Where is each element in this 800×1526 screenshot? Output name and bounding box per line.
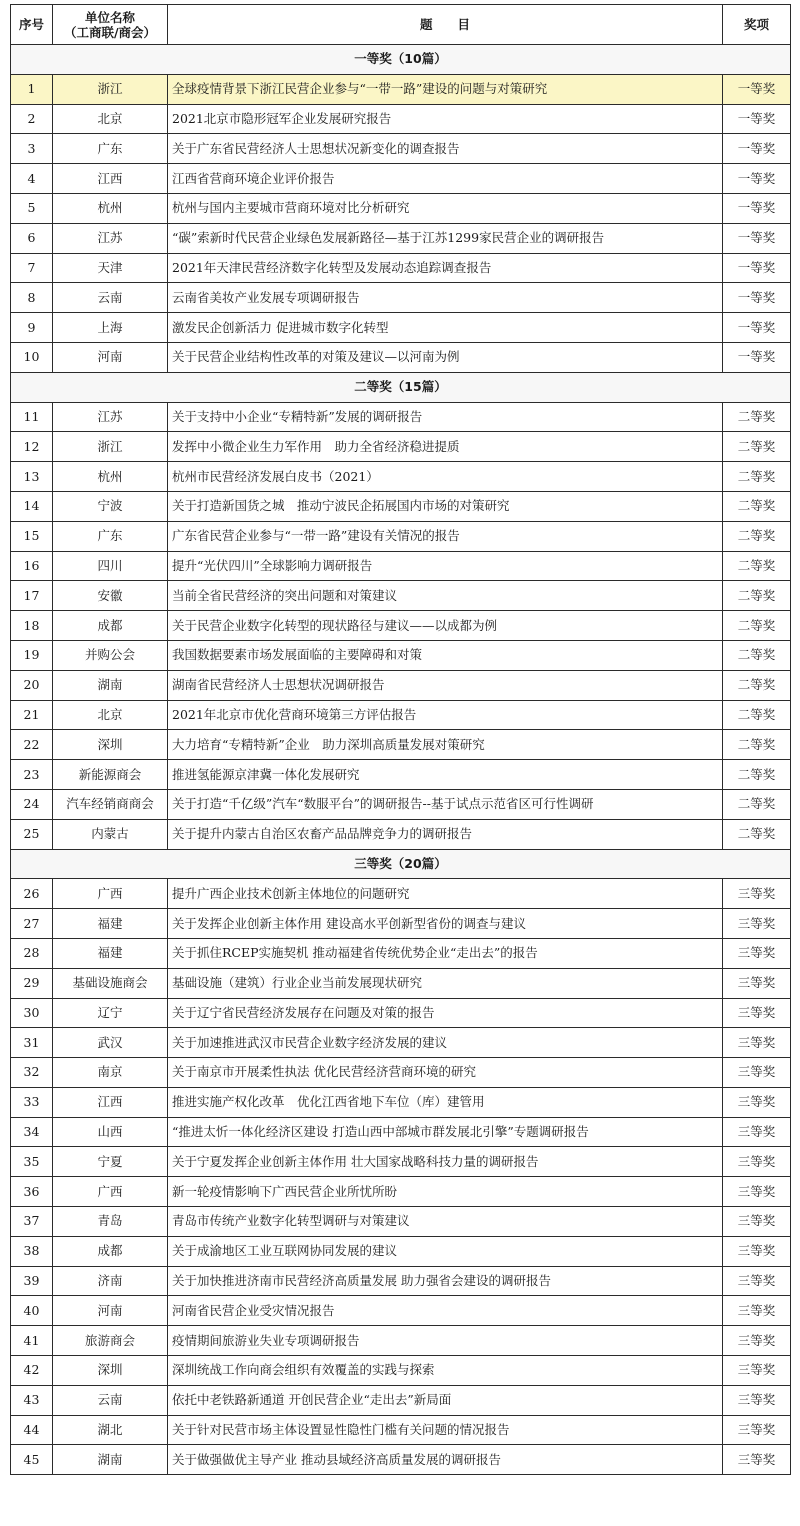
cell-award: 一等奖 [723, 313, 791, 343]
award-list-table [10, 4, 791, 1475]
table-row [11, 760, 791, 790]
cell-index: 5 [11, 193, 53, 223]
cell-award: 三等奖 [723, 1266, 791, 1296]
table-row [11, 1266, 791, 1296]
cell-award: 三等奖 [723, 1445, 791, 1475]
cell-award: 三等奖 [723, 879, 791, 909]
cell-unit: 旅游商会 [53, 1326, 168, 1356]
cell-index: 39 [11, 1266, 53, 1296]
cell-unit: 宁波 [53, 491, 168, 521]
section-row [11, 849, 791, 879]
cell-unit: 安徽 [53, 581, 168, 611]
section-label: 二等奖（15篇） [11, 372, 791, 402]
table-row [11, 968, 791, 998]
cell-title: 深圳统战工作向商会组织有效覆盖的实践与探索 [168, 1356, 723, 1386]
cell-unit: 广西 [53, 1177, 168, 1207]
cell-unit: 河南 [53, 1296, 168, 1326]
cell-index: 22 [11, 730, 53, 760]
cell-index: 15 [11, 521, 53, 551]
cell-index: 1 [11, 74, 53, 104]
cell-unit: 云南 [53, 283, 168, 313]
cell-award: 三等奖 [723, 1177, 791, 1207]
table-row [11, 402, 791, 432]
cell-index: 44 [11, 1415, 53, 1445]
cell-title: 关于支持中小企业“专精特新”发展的调研报告 [168, 402, 723, 432]
cell-award: 一等奖 [723, 164, 791, 194]
table-row [11, 730, 791, 760]
section-row [11, 45, 791, 75]
table-row [11, 670, 791, 700]
cell-award: 二等奖 [723, 551, 791, 581]
cell-unit: 基础设施商会 [53, 968, 168, 998]
table-row [11, 1117, 791, 1147]
table-row [11, 134, 791, 164]
cell-title: 发挥中小微企业生力军作用 助力全省经济稳进提质 [168, 432, 723, 462]
cell-title: 关于南京市开展柔性执法 优化民营经济营商环境的研究 [168, 1058, 723, 1088]
cell-index: 37 [11, 1207, 53, 1237]
section-label: 三等奖（20篇） [11, 849, 791, 879]
cell-title: 激发民企创新活力 促进城市数字化转型 [168, 313, 723, 343]
cell-title: 关于民营企业数字化转型的现状路径与建议——以成都为例 [168, 611, 723, 641]
cell-title: 2021年北京市优化营商环境第三方评估报告 [168, 700, 723, 730]
cell-unit: 内蒙古 [53, 819, 168, 849]
header-row [11, 5, 791, 45]
cell-index: 14 [11, 491, 53, 521]
header-unit [53, 5, 168, 45]
table-row [11, 164, 791, 194]
cell-title: 杭州市民营经济发展白皮书（2021） [168, 462, 723, 492]
cell-unit: 天津 [53, 253, 168, 283]
cell-award: 三等奖 [723, 998, 791, 1028]
cell-index: 23 [11, 760, 53, 790]
cell-index: 3 [11, 134, 53, 164]
cell-index: 24 [11, 789, 53, 819]
cell-unit: 福建 [53, 938, 168, 968]
cell-unit: 山西 [53, 1117, 168, 1147]
cell-award: 三等奖 [723, 938, 791, 968]
cell-title: 关于加速推进武汉市民营企业数字经济发展的建议 [168, 1028, 723, 1058]
table-row [11, 819, 791, 849]
cell-index: 16 [11, 551, 53, 581]
cell-award: 一等奖 [723, 74, 791, 104]
cell-award: 一等奖 [723, 283, 791, 313]
cell-index: 31 [11, 1028, 53, 1058]
table-row [11, 998, 791, 1028]
cell-title: 关于打造新国货之城 推动宁波民企拓展国内市场的对策研究 [168, 491, 723, 521]
cell-index: 6 [11, 223, 53, 253]
cell-unit: 青岛 [53, 1207, 168, 1237]
cell-award: 一等奖 [723, 223, 791, 253]
cell-award: 三等奖 [723, 968, 791, 998]
cell-unit: 汽车经销商商会 [53, 789, 168, 819]
table-row [11, 1415, 791, 1445]
cell-title: 关于成渝地区工业互联网协同发展的建议 [168, 1236, 723, 1266]
cell-index: 30 [11, 998, 53, 1028]
cell-award: 一等奖 [723, 134, 791, 164]
cell-title: 云南省美妆产业发展专项调研报告 [168, 283, 723, 313]
header-award: 奖项 [723, 5, 791, 45]
cell-title: “碳”索新时代民营企业绿色发展新路径—基于江苏1299家民营企业的调研报告 [168, 223, 723, 253]
table-row [11, 223, 791, 253]
cell-title: 河南省民营企业受灾情况报告 [168, 1296, 723, 1326]
cell-unit: 成都 [53, 611, 168, 641]
cell-unit: 湖南 [53, 670, 168, 700]
cell-award: 二等奖 [723, 581, 791, 611]
cell-award: 三等奖 [723, 1117, 791, 1147]
cell-title: 青岛市传统产业数字化转型调研与对策建议 [168, 1207, 723, 1237]
cell-unit: 北京 [53, 700, 168, 730]
cell-title: 关于发挥企业创新主体作用 建设高水平创新型省份的调查与建议 [168, 909, 723, 939]
cell-index: 10 [11, 342, 53, 372]
cell-unit: 江西 [53, 164, 168, 194]
cell-index: 27 [11, 909, 53, 939]
cell-unit: 江苏 [53, 223, 168, 253]
cell-award: 一等奖 [723, 104, 791, 134]
cell-unit: 深圳 [53, 730, 168, 760]
cell-award: 二等奖 [723, 760, 791, 790]
cell-title: 关于做强做优主导产业 推动县域经济高质量发展的调研报告 [168, 1445, 723, 1475]
table-row [11, 1147, 791, 1177]
cell-title: 当前全省民营经济的突出问题和对策建议 [168, 581, 723, 611]
cell-index: 12 [11, 432, 53, 462]
table-row [11, 432, 791, 462]
table-row [11, 879, 791, 909]
cell-award: 三等奖 [723, 1356, 791, 1386]
header-title: 题 目 [168, 5, 723, 45]
table-row [11, 491, 791, 521]
cell-award: 二等奖 [723, 670, 791, 700]
table-row [11, 283, 791, 313]
cell-unit: 深圳 [53, 1356, 168, 1386]
cell-unit: 杭州 [53, 462, 168, 492]
cell-unit: 广西 [53, 879, 168, 909]
cell-unit: 四川 [53, 551, 168, 581]
cell-award: 三等奖 [723, 1087, 791, 1117]
cell-award: 二等奖 [723, 819, 791, 849]
cell-index: 33 [11, 1087, 53, 1117]
cell-award: 三等奖 [723, 1058, 791, 1088]
cell-award: 二等奖 [723, 789, 791, 819]
cell-title: 关于提升内蒙古自治区农畜产品品牌竞争力的调研报告 [168, 819, 723, 849]
cell-title: 湖南省民营经济人士思想状况调研报告 [168, 670, 723, 700]
cell-index: 35 [11, 1147, 53, 1177]
cell-index: 41 [11, 1326, 53, 1356]
cell-index: 21 [11, 700, 53, 730]
cell-award: 二等奖 [723, 462, 791, 492]
cell-title: 基础设施（建筑）行业企业当前发展现状研究 [168, 968, 723, 998]
section-label: 一等奖（10篇） [11, 45, 791, 75]
cell-index: 40 [11, 1296, 53, 1326]
cell-title: 提升“光伏四川”全球影响力调研报告 [168, 551, 723, 581]
table-row [11, 74, 791, 104]
cell-title: 推进实施产权化改革 优化江西省地下车位（库）建管用 [168, 1087, 723, 1117]
cell-title: 推进氢能源京津冀一体化发展研究 [168, 760, 723, 790]
cell-index: 29 [11, 968, 53, 998]
cell-unit: 北京 [53, 104, 168, 134]
cell-index: 32 [11, 1058, 53, 1088]
cell-title: 依托中老铁路新通道 开创民营企业“走出去”新局面 [168, 1385, 723, 1415]
table-row [11, 700, 791, 730]
cell-title: “推进太忻一体化经济区建设 打造山西中部城市群发展北引擎”专题调研报告 [168, 1117, 723, 1147]
cell-award: 三等奖 [723, 1147, 791, 1177]
cell-title: 广东省民营企业参与“一带一路”建设有关情况的报告 [168, 521, 723, 551]
cell-title: 提升广西企业技术创新主体地位的问题研究 [168, 879, 723, 909]
header-index: 序号 [11, 5, 53, 45]
table-row [11, 1207, 791, 1237]
cell-index: 18 [11, 611, 53, 641]
cell-unit: 江西 [53, 1087, 168, 1117]
cell-index: 28 [11, 938, 53, 968]
cell-title: 关于宁夏发挥企业创新主体作用 壮大国家战略科技力量的调研报告 [168, 1147, 723, 1177]
table-header [11, 5, 791, 45]
cell-unit: 云南 [53, 1385, 168, 1415]
cell-unit: 宁夏 [53, 1147, 168, 1177]
cell-index: 36 [11, 1177, 53, 1207]
table-row [11, 789, 791, 819]
cell-title: 2021年天津民营经济数字化转型及发展动态追踪调查报告 [168, 253, 723, 283]
table-row [11, 342, 791, 372]
cell-award: 二等奖 [723, 402, 791, 432]
header-unit-line1: 单位名称 [84, 9, 135, 25]
cell-unit: 杭州 [53, 193, 168, 223]
cell-unit: 并购公会 [53, 640, 168, 670]
cell-index: 45 [11, 1445, 53, 1475]
table-row [11, 1028, 791, 1058]
cell-title: 关于针对民营市场主体设置显性隐性门槛有关问题的情况报告 [168, 1415, 723, 1445]
table-row [11, 640, 791, 670]
cell-award: 三等奖 [723, 1236, 791, 1266]
table-row [11, 581, 791, 611]
table-row [11, 521, 791, 551]
cell-title: 新一轮疫情影响下广西民营企业所忧所盼 [168, 1177, 723, 1207]
cell-award: 三等奖 [723, 1326, 791, 1356]
cell-title: 关于打造“千亿级”汽车“数服平台”的调研报告--基于试点示范省区可行性调研 [168, 789, 723, 819]
table-row [11, 1326, 791, 1356]
cell-unit: 广东 [53, 134, 168, 164]
cell-index: 7 [11, 253, 53, 283]
table-row [11, 551, 791, 581]
cell-award: 二等奖 [723, 521, 791, 551]
cell-index: 19 [11, 640, 53, 670]
cell-index: 25 [11, 819, 53, 849]
table-row [11, 313, 791, 343]
cell-unit: 湖北 [53, 1415, 168, 1445]
cell-index: 13 [11, 462, 53, 492]
cell-title: 疫情期间旅游业失业专项调研报告 [168, 1326, 723, 1356]
table-body [11, 45, 791, 1475]
cell-title: 大力培育“专精特新”企业 助力深圳高质量发展对策研究 [168, 730, 723, 760]
award-list-table-container [10, 4, 791, 1475]
table-row [11, 1356, 791, 1386]
table-row [11, 104, 791, 134]
table-row [11, 1445, 791, 1475]
cell-unit: 福建 [53, 909, 168, 939]
table-row [11, 909, 791, 939]
cell-title: 关于民营企业结构性改革的对策及建议—以河南为例 [168, 342, 723, 372]
cell-unit: 成都 [53, 1236, 168, 1266]
cell-unit: 江苏 [53, 402, 168, 432]
cell-title: 江西省营商环境企业评价报告 [168, 164, 723, 194]
table-row [11, 611, 791, 641]
cell-award: 三等奖 [723, 909, 791, 939]
cell-unit: 浙江 [53, 432, 168, 462]
cell-unit: 湖南 [53, 1445, 168, 1475]
cell-index: 34 [11, 1117, 53, 1147]
cell-unit: 济南 [53, 1266, 168, 1296]
cell-index: 42 [11, 1356, 53, 1386]
cell-award: 三等奖 [723, 1207, 791, 1237]
cell-title: 关于加快推进济南市民营经济高质量发展 助力强省会建设的调研报告 [168, 1266, 723, 1296]
table-row [11, 1236, 791, 1266]
cell-title: 2021北京市隐形冠军企业发展研究报告 [168, 104, 723, 134]
cell-title: 关于抓住RCEP实施契机 推动福建省传统优势企业“走出去”的报告 [168, 938, 723, 968]
cell-index: 8 [11, 283, 53, 313]
cell-award: 三等奖 [723, 1385, 791, 1415]
cell-unit: 南京 [53, 1058, 168, 1088]
cell-award: 二等奖 [723, 700, 791, 730]
table-row [11, 1087, 791, 1117]
cell-title: 杭州与国内主要城市营商环境对比分析研究 [168, 193, 723, 223]
cell-index: 43 [11, 1385, 53, 1415]
cell-index: 17 [11, 581, 53, 611]
cell-index: 26 [11, 879, 53, 909]
table-row [11, 1296, 791, 1326]
cell-award: 三等奖 [723, 1415, 791, 1445]
table-row [11, 1385, 791, 1415]
table-row [11, 253, 791, 283]
cell-index: 4 [11, 164, 53, 194]
cell-index: 11 [11, 402, 53, 432]
cell-index: 2 [11, 104, 53, 134]
cell-award: 一等奖 [723, 253, 791, 283]
cell-award: 一等奖 [723, 342, 791, 372]
cell-award: 二等奖 [723, 611, 791, 641]
cell-unit: 广东 [53, 521, 168, 551]
table-row [11, 1058, 791, 1088]
cell-award: 三等奖 [723, 1028, 791, 1058]
section-row [11, 372, 791, 402]
cell-index: 9 [11, 313, 53, 343]
cell-award: 二等奖 [723, 640, 791, 670]
table-row [11, 193, 791, 223]
table-row [11, 1177, 791, 1207]
cell-award: 二等奖 [723, 491, 791, 521]
cell-title: 关于辽宁省民营经济发展存在问题及对策的报告 [168, 998, 723, 1028]
cell-award: 一等奖 [723, 193, 791, 223]
cell-unit: 武汉 [53, 1028, 168, 1058]
cell-unit: 河南 [53, 342, 168, 372]
cell-award: 二等奖 [723, 432, 791, 462]
cell-unit: 新能源商会 [53, 760, 168, 790]
table-row [11, 462, 791, 492]
cell-award: 三等奖 [723, 1296, 791, 1326]
table-row [11, 938, 791, 968]
cell-title: 关于广东省民营经济人士思想状况新变化的调查报告 [168, 134, 723, 164]
cell-index: 20 [11, 670, 53, 700]
cell-title: 全球疫情背景下浙江民营企业参与“一带一路”建设的问题与对策研究 [168, 74, 723, 104]
cell-index: 38 [11, 1236, 53, 1266]
cell-unit: 浙江 [53, 74, 168, 104]
cell-unit: 辽宁 [53, 998, 168, 1028]
cell-unit: 上海 [53, 313, 168, 343]
header-unit-line2: （工商联/商会） [63, 24, 157, 40]
cell-award: 二等奖 [723, 730, 791, 760]
cell-title: 我国数据要素市场发展面临的主要障碍和对策 [168, 640, 723, 670]
